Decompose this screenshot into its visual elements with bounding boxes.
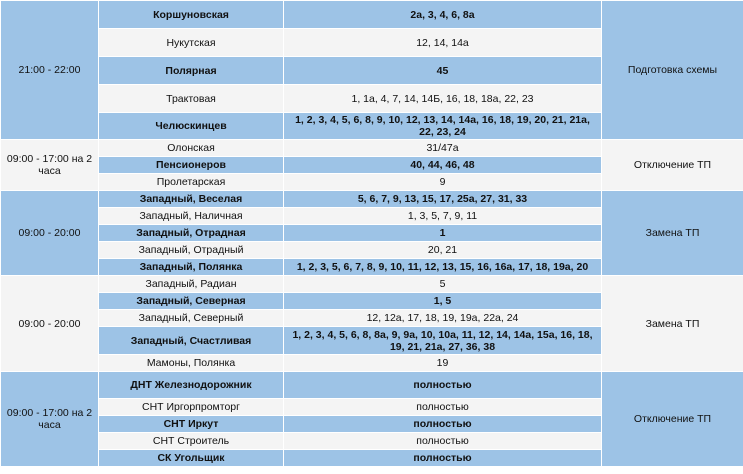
street-cell: Западный, Наличная bbox=[99, 208, 284, 225]
houses-cell: полностью bbox=[284, 399, 602, 416]
time-cell: 09:00 - 20:00 bbox=[1, 191, 99, 276]
street-cell: Западный, Веселая bbox=[99, 191, 284, 208]
houses-cell: полностью bbox=[284, 433, 602, 450]
table-row bbox=[1, 1, 743, 29]
houses-cell: 5, 6, 7, 9, 13, 15, 17, 25а, 27, 31, 33 bbox=[284, 191, 602, 208]
street-cell: Западный, Северная bbox=[99, 293, 284, 310]
time-cell: 21:00 - 22:00 bbox=[1, 1, 99, 140]
houses-cell: 9 bbox=[284, 174, 602, 191]
street-cell: СК Угольщик bbox=[99, 450, 284, 467]
street-cell: Полярная bbox=[99, 57, 284, 85]
street-cell: ДНТ Железнодорожник bbox=[99, 372, 284, 399]
street-cell: Западный, Отрадная bbox=[99, 225, 284, 242]
street-cell: Трактовая bbox=[99, 85, 284, 113]
houses-cell: 45 bbox=[284, 57, 602, 85]
street-cell: Западный, Полянка bbox=[99, 259, 284, 276]
street-cell: Коршуновская bbox=[99, 1, 284, 29]
houses-cell: 2а, 3, 4, 6, 8а bbox=[284, 1, 602, 29]
reason-cell: Подготовка схемы bbox=[602, 1, 743, 140]
street-cell: СНТ Иргорпромторг bbox=[99, 399, 284, 416]
street-cell: Пролетарская bbox=[99, 174, 284, 191]
houses-cell: полностью bbox=[284, 416, 602, 433]
houses-cell: 12, 14, 14а bbox=[284, 29, 602, 57]
reason-cell: Замена ТП bbox=[602, 276, 743, 372]
time-cell: 09:00 - 17:00 на 2 часа bbox=[1, 140, 99, 191]
street-cell: Западный, Счастливая bbox=[99, 327, 284, 355]
houses-cell: 1, 2, 3, 4, 5, 6, 8, 8а, 9, 9а, 10, 10а, 11, 12, 14, 14а, 15а, 16, 18, 19, 21, 21а, 27, 36, 38 bbox=[284, 327, 602, 355]
street-cell: Мамоны, Полянка bbox=[99, 355, 284, 372]
houses-cell: 20, 21 bbox=[284, 242, 602, 259]
houses-cell: полностью bbox=[284, 450, 602, 467]
street-cell: Челюскинцев bbox=[99, 113, 284, 140]
table-row bbox=[1, 372, 743, 399]
time-cell: 09:00 - 17:00 на 2 часа bbox=[1, 372, 99, 467]
houses-cell: 1, 3, 5, 7, 9, 11 bbox=[284, 208, 602, 225]
houses-cell: 1, 2, 3, 4, 5, 6, 8, 9, 10, 12, 13, 14, 14а, 16, 18, 19, 20, 21, 21а, 22, 23, 24 bbox=[284, 113, 602, 140]
houses-cell: 1, 5 bbox=[284, 293, 602, 310]
houses-cell: 1, 2, 3, 5, 6, 7, 8, 9, 10, 11, 12, 13, 15, 16, 16а, 17, 18, 19а, 20 bbox=[284, 259, 602, 276]
reason-cell: Отключение ТП bbox=[602, 140, 743, 191]
street-cell: Западный, Радиан bbox=[99, 276, 284, 293]
houses-cell: 1, 1а, 4, 7, 14, 14Б, 16, 18, 18а, 22, 23 bbox=[284, 85, 602, 113]
houses-cell: 31/47а bbox=[284, 140, 602, 157]
time-cell: 09:00 - 20:00 bbox=[1, 276, 99, 372]
houses-cell: 1 bbox=[284, 225, 602, 242]
houses-cell: 12, 12а, 17, 18, 19, 19а, 22а, 24 bbox=[284, 310, 602, 327]
street-cell: Западный, Северный bbox=[99, 310, 284, 327]
houses-cell: 40, 44, 46, 48 bbox=[284, 157, 602, 174]
table-row bbox=[1, 276, 743, 293]
houses-cell: полностью bbox=[284, 372, 602, 399]
table-row bbox=[1, 140, 743, 157]
reason-cell: Отключение ТП bbox=[602, 372, 743, 467]
street-cell: Олонская bbox=[99, 140, 284, 157]
street-cell: Нукутская bbox=[99, 29, 284, 57]
street-cell: Западный, Отрадный bbox=[99, 242, 284, 259]
street-cell: СНТ Иркут bbox=[99, 416, 284, 433]
reason-cell: Замена ТП bbox=[602, 191, 743, 276]
houses-cell: 19 bbox=[284, 355, 602, 372]
street-cell: Пенсионеров bbox=[99, 157, 284, 174]
street-cell: СНТ Строитель bbox=[99, 433, 284, 450]
table-row bbox=[1, 191, 743, 208]
houses-cell: 5 bbox=[284, 276, 602, 293]
